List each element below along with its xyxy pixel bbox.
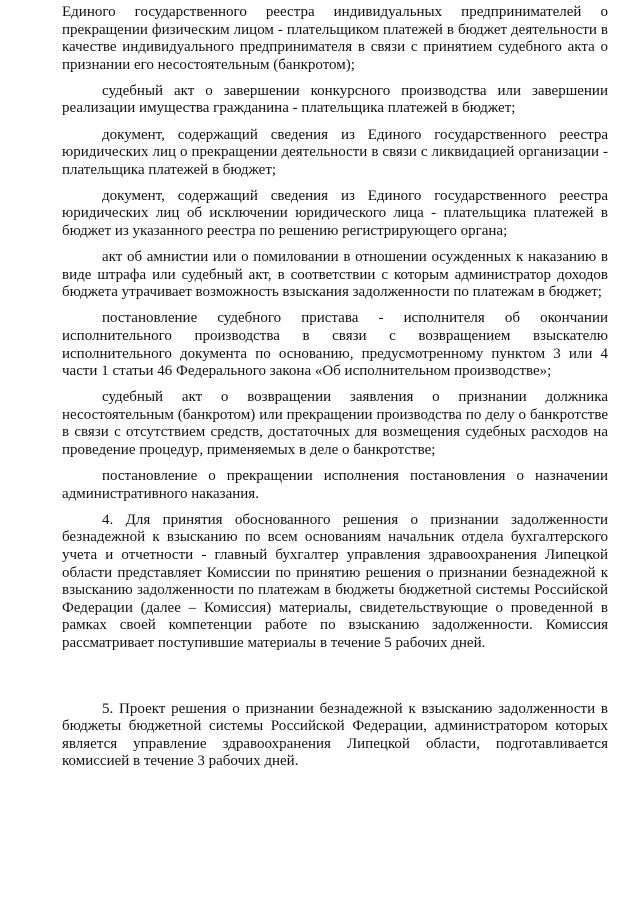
paragraph-bankruptcy-return-act: судебный акт о возвращении заявления о признании должника несостоятельным (банкротом) или прекращении производства по делу о банкротстве в связи с отсутствием средств, достаточных для возмещения судебных расходов на проведение процедур, применяемых в деле о банкротстве;	[62, 389, 608, 459]
paragraph-amnesty-act: акт об амнистии или о помиловании в отношении осужденных к наказанию в виде штрафа или судебный акт, в соответствии с которым администратор доходов бюджета утрачивает возможность взыскания задолженности по платежам в бюджет;	[62, 249, 608, 301]
paragraph-item-4: 4. Для принятия обоснованного решения о признании задолженности безнадежной к взысканию по всем основаниям начальник отдела бухгалтерского учета и отчетности - главный бухгалтер управления здравоохранения Липецкой области представляет Комиссии по принятию решения о признании безнадежной к взысканию задолженности по платежам в бюджеты бюджетной системы Российской Федерации (далее – Комиссия) материалы, свидетельствующие о проведенной в рамках своей компетенции работе по взысканию задолженности. Комиссия рассматривает поступившие материалы в течение 5 рабочих дней.	[62, 511, 608, 651]
paragraph-egrip-excerpt: Единого государственного реестра индивидуальных предпринимателей о прекращении физическим лицом - плательщиком платежей в бюджет деятельности в качестве индивидуального предпринимателя в связи с принятием судебного акта о признании его несостоятельным (банкротом);	[62, 4, 608, 73]
paragraph-item-5: 5. Проект решения о признании безнадежной к взысканию задолженности в бюджеты бюджетной системы Российской Федерации, администратором которых является управление здравоохранения Липецкой области, подготавливается комиссией в течение 3 рабочих дней.	[62, 700, 608, 770]
paragraph-egrul-exclusion: документ, содержащий сведения из Единого государственного реестра юридических лиц об исключении юридического лица - плательщика платежей в бюджет из указанного реестра по решению регистрирующего органа;	[62, 187, 608, 240]
document-page	[62, 4, 608, 779]
paragraph-termination-resolution: постановление о прекращении исполнения постановления о назначении административного наказания.	[62, 468, 608, 502]
paragraph-bankruptcy-completion-act: судебный акт о завершении конкурсного производства или завершении реализации имущества гражданина - плательщика платежей в бюджет;	[62, 82, 608, 117]
paragraph-egrul-liquidation: документ, содержащий сведения из Единого государственного реестра юридических лиц о прекращении деятельности в связи с ликвидацией организации - плательщика платежей в бюджет;	[62, 126, 608, 178]
paragraph-bailiff-resolution: постановление судебного пристава - исполнителя об окончании исполнительного производства в связи с возвращением взыскателю исполнительного документа по основанию, предусмотренному пунктом 3 или 4 части 1 статьи 46 Федерального закона «Об исполнительном производстве»;	[62, 310, 608, 380]
